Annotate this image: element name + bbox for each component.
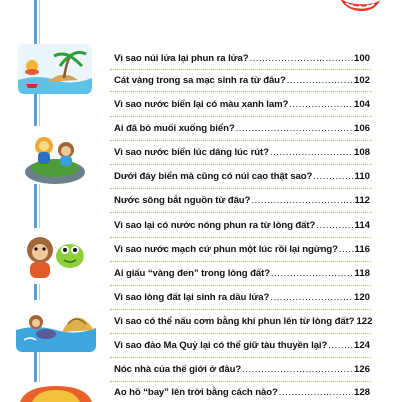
toc-entry-page: 106 (353, 123, 370, 134)
toc-entry[interactable] (114, 267, 370, 281)
toc-entry[interactable] (114, 52, 370, 66)
toc-entry[interactable] (114, 363, 370, 377)
toc-separator (110, 140, 372, 141)
toc-entry-title: Vì sao nước mạch cứ phun một lúc rồi lại ngừng? (114, 244, 338, 255)
toc-entry-page: 104 (353, 99, 370, 110)
toc-entry[interactable] (114, 339, 370, 353)
toc-entry-title: Ao hồ “bay” lên trời bằng cách nào? (114, 387, 278, 398)
toc-entry-page: 110 (354, 171, 370, 182)
toc-entry-page: 100 (353, 53, 370, 64)
toc-separator (110, 237, 372, 238)
toc-entry[interactable] (114, 122, 370, 136)
toc-separator (110, 261, 372, 262)
toc-entry-title: Dưới đáy biển mà cũng có núi cao thật sao? (114, 171, 313, 182)
toc-entry-title: Nóc nhà của thế giới ở đâu? (114, 364, 242, 375)
toc-entry-page: 102 (353, 75, 370, 86)
toc-separator (110, 333, 372, 334)
toc-leader-dots (339, 243, 354, 257)
toc-leader-dots (279, 386, 353, 400)
toc-separator (110, 357, 372, 358)
toc-entry[interactable] (114, 219, 370, 233)
toc-entry[interactable] (114, 98, 370, 112)
toc-entry[interactable] (114, 170, 370, 184)
toc-entry-title: Vì sao nước biển lại có màu xanh lam? (114, 99, 289, 110)
toc-leader-dots (271, 267, 354, 281)
toc-leader-dots (249, 52, 353, 66)
toc-entry-page: 116 (354, 244, 370, 255)
toc-entry-title: Nước sông bắt nguồn từ đâu? (114, 195, 251, 206)
toc-separator (110, 309, 372, 310)
toc-entry-title: Vì sao lòng đất lại sinh ra dầu lửa? (114, 292, 270, 303)
toc-entry-page: 112 (354, 195, 370, 206)
toc-separator (110, 381, 372, 382)
toc-separator (110, 188, 372, 189)
toc-entry-page: 128 (353, 387, 370, 398)
toc-entry-title: Vì sao nước biển lúc dâng lúc rút? (114, 147, 269, 158)
toc-entry-title: Vì sao có thể nấu cơm bằng khí phun lên từ lòng đất? (114, 316, 355, 327)
toc-separator (110, 116, 372, 117)
toc-leader-dots (316, 219, 353, 233)
toc-separator (110, 91, 372, 92)
toc-entry[interactable] (114, 146, 370, 160)
toc-entry-page: 124 (353, 340, 370, 351)
toc-separator (110, 285, 372, 286)
toc-leader-dots (251, 194, 353, 208)
toc-entry-title: Vì sao lại có nước nóng phun ra từ lòng đất? (114, 220, 316, 231)
toc-leader-dots (287, 74, 353, 88)
toc-entry-page: 120 (353, 292, 370, 303)
toc-leader-dots (328, 339, 353, 353)
toc-entry-title: Vì sao đảo Ma Quỷ lại có thể giữ tàu thuyền lại? (114, 340, 328, 351)
toc-leader-dots (270, 146, 353, 160)
toc-entry[interactable] (114, 291, 370, 305)
toc-entry[interactable] (114, 315, 373, 329)
toc-entry[interactable] (114, 243, 370, 257)
toc-separator (110, 212, 372, 213)
toc-leader-dots (313, 170, 353, 184)
toc-entry-page: 126 (353, 364, 370, 375)
toc-leader-dots (270, 291, 353, 305)
toc-entry[interactable] (114, 386, 370, 400)
toc-entry-page: 122 (356, 316, 373, 327)
toc-entry[interactable] (114, 194, 370, 208)
toc-leader-dots (236, 122, 353, 136)
toc-entry-page: 108 (353, 147, 370, 158)
toc-entry-title: Vì sao núi lửa lại phun ra lửa? (114, 53, 249, 64)
toc-separator (110, 69, 372, 70)
toc-entry-title: Cát vàng trong sa mạc sinh ra từ đâu? (114, 75, 286, 86)
toc-entry[interactable] (114, 74, 370, 88)
toc-entry-title: Ai giấu “vàng đen” trong lòng đất? (114, 268, 270, 279)
toc-entry-page: 118 (354, 268, 370, 279)
toc-leader-dots (289, 98, 353, 112)
toc-leader-dots (242, 363, 353, 377)
toc-entry-page: 114 (354, 220, 370, 231)
toc-separator (110, 164, 372, 165)
toc-entry-title: Ai đã bỏ muối xuống biển? (114, 123, 235, 134)
